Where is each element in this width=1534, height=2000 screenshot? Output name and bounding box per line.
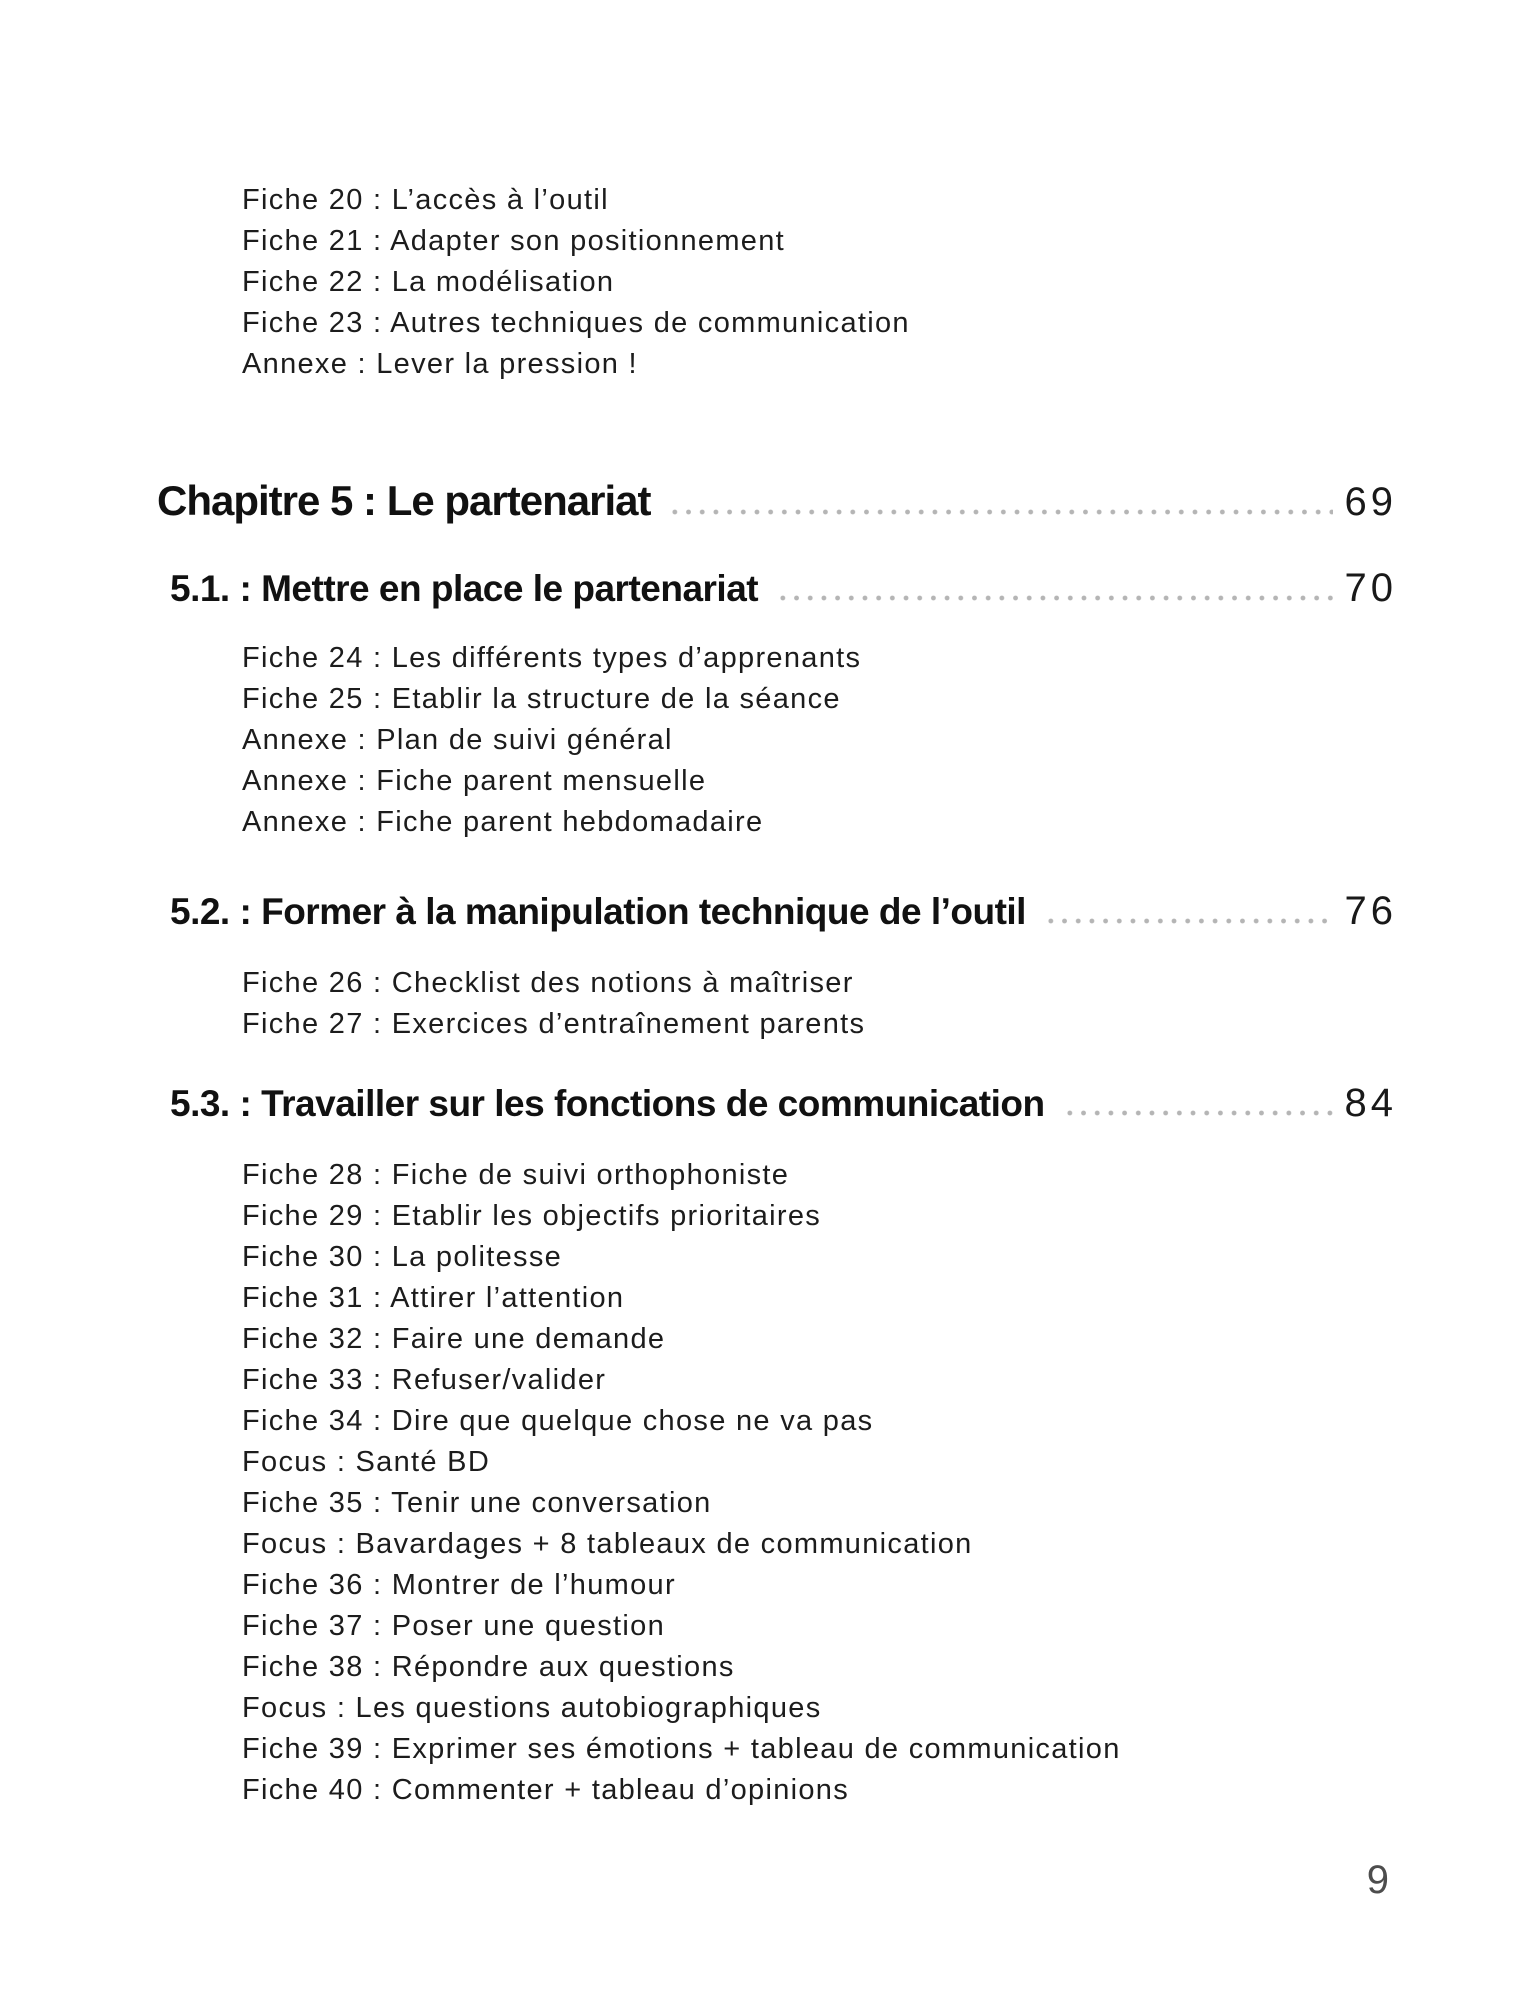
toc-item: Annexe : Fiche parent mensuelle — [242, 765, 707, 797]
toc-item: Fiche 22 : La modélisation — [242, 266, 615, 298]
toc-item: Fiche 29 : Etablir les objectifs prioritaires — [242, 1200, 822, 1232]
chapter-page-number: 69 — [1344, 480, 1397, 524]
toc-item: Fiche 33 : Refuser/valider — [242, 1364, 607, 1396]
toc-item: Fiche 23 : Autres techniques de communication — [242, 307, 910, 339]
dot-leader — [1040, 918, 1333, 924]
toc-item: Fiche 20 : L’accès à l’outil — [242, 184, 609, 216]
dot-leader — [772, 595, 1332, 601]
toc-item: Fiche 25 : Etablir la structure de la séance — [242, 683, 841, 715]
toc-item: Fiche 39 : Exprimer ses émotions + tableau de communication — [242, 1733, 1121, 1765]
toc-item: Fiche 38 : Répondre aux questions — [242, 1651, 735, 1683]
toc-section-row-5-3 — [170, 1083, 1397, 1123]
page-number: 9 — [1366, 1858, 1389, 1902]
toc-section-item-list-5-1 — [242, 638, 1414, 843]
toc-intro-item-list — [242, 180, 1414, 385]
section-page-number-5-2: 76 — [1344, 889, 1397, 933]
toc-item: Fiche 30 : La politesse — [242, 1241, 563, 1273]
section-page-number-5-1: 70 — [1344, 566, 1397, 610]
toc-section-row-5-2 — [170, 891, 1397, 931]
dot-leader — [664, 509, 1332, 515]
toc-item: Fiche 21 : Adapter son positionnement — [242, 225, 786, 257]
toc-item: Fiche 36 : Montrer de l’humour — [242, 1569, 676, 1601]
toc-item: Annexe : Fiche parent hebdomadaire — [242, 806, 764, 838]
toc-item: Focus : Les questions autobiographiques — [242, 1692, 822, 1724]
toc-item: Fiche 40 : Commenter + tableau d’opinions — [242, 1774, 850, 1806]
toc-item: Annexe : Lever la pression ! — [242, 348, 638, 380]
toc-chapter-row — [157, 477, 1397, 524]
section-title-5-1: 5.1. : Mettre en place le partenariat — [170, 568, 759, 609]
section-title-5-2: 5.2. : Former à la manipulation technique de l’outil — [170, 891, 1026, 932]
toc-item: Fiche 35 : Tenir une conversation — [242, 1487, 712, 1519]
section-page-number-5-3: 84 — [1344, 1081, 1397, 1125]
toc-item: Focus : Bavardages + 8 tableaux de communication — [242, 1528, 973, 1560]
section-title-5-3: 5.3. : Travailler sur les fonctions de communication — [170, 1083, 1045, 1124]
toc-item: Fiche 37 : Poser une question — [242, 1610, 665, 1642]
dot-leader — [1059, 1110, 1333, 1116]
toc-item: Focus : Santé BD — [242, 1446, 491, 1478]
toc-item: Fiche 26 : Checklist des notions à maîtriser — [242, 967, 854, 999]
toc-section-row-5-1 — [170, 568, 1397, 608]
toc-section-item-list-5-3 — [242, 1155, 1414, 1811]
toc-item: Annexe : Plan de suivi général — [242, 724, 673, 756]
toc-item: Fiche 27 : Exercices d’entraînement parents — [242, 1008, 866, 1040]
toc-item: Fiche 24 : Les différents types d’apprenants — [242, 642, 862, 674]
toc-section-item-list-5-2 — [242, 963, 1414, 1045]
toc-item: Fiche 31 : Attirer l’attention — [242, 1282, 625, 1314]
toc-item: Fiche 28 : Fiche de suivi orthophoniste — [242, 1159, 790, 1191]
toc-item: Fiche 34 : Dire que quelque chose ne va pas — [242, 1405, 874, 1437]
chapter-title: Chapitre 5 : Le partenariat — [157, 477, 651, 524]
toc-item: Fiche 32 : Faire une demande — [242, 1323, 666, 1355]
